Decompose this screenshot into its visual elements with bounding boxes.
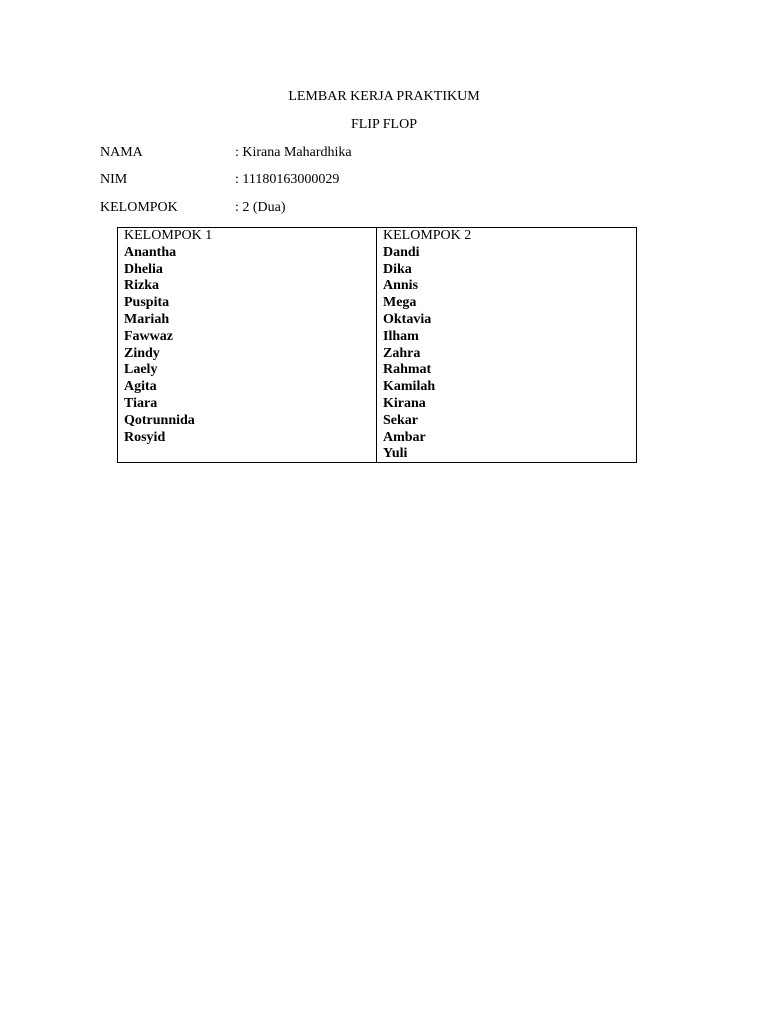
nim-label: NIM bbox=[100, 172, 128, 187]
member-name: Fawwaz bbox=[124, 328, 173, 344]
nama-value: : Kirana Mahardhika bbox=[235, 145, 352, 160]
kelompok-label: KELOMPOK bbox=[100, 200, 178, 215]
member-name: Ilham bbox=[383, 328, 419, 344]
member-name: Tiara bbox=[124, 395, 158, 411]
info-row-nim bbox=[100, 172, 600, 190]
member-name: Mariah bbox=[124, 311, 170, 327]
member-name: Zahra bbox=[383, 345, 421, 361]
member-name: Qotrunnida bbox=[124, 412, 195, 428]
member-name: Dandi bbox=[383, 244, 420, 260]
nim-value: : 11180163000029 bbox=[235, 172, 340, 187]
member-name: Agita bbox=[124, 379, 157, 395]
member-name: Oktavia bbox=[383, 311, 432, 327]
group-table bbox=[117, 227, 637, 463]
member-name: Dhelia bbox=[124, 261, 163, 277]
document-subtitle: FLIP FLOP bbox=[350, 117, 417, 132]
member-name: Kirana bbox=[383, 395, 426, 411]
member-name: Zindy bbox=[124, 345, 160, 361]
group-column-2 bbox=[377, 228, 636, 462]
member-name: Yuli bbox=[383, 446, 408, 462]
member-name: Rahmat bbox=[383, 362, 432, 378]
document-title: LEMBAR KERJA PRAKTIKUM bbox=[288, 89, 480, 104]
group-column-1 bbox=[118, 228, 377, 462]
group-header-2: KELOMPOK 2 bbox=[383, 228, 472, 243]
info-row-kelompok bbox=[100, 200, 600, 218]
member-list-2 bbox=[383, 245, 636, 463]
member-name: Sekar bbox=[383, 412, 418, 428]
member-name: Ambar bbox=[383, 429, 426, 445]
member-name: Laely bbox=[124, 362, 158, 378]
member-name: Annis bbox=[383, 278, 419, 294]
member-name: Mega bbox=[383, 295, 417, 311]
member-name: Puspita bbox=[124, 295, 170, 311]
member-list-1 bbox=[124, 245, 376, 447]
member-name: Rizka bbox=[124, 278, 159, 294]
nama-label: NAMA bbox=[100, 145, 143, 160]
group-header-1: KELOMPOK 1 bbox=[124, 228, 213, 243]
member-name: Rosyid bbox=[124, 429, 166, 445]
member-name: Anantha bbox=[124, 244, 177, 260]
kelompok-value: : 2 (Dua) bbox=[235, 200, 286, 215]
info-row-nama bbox=[100, 145, 600, 163]
member-name: Dika bbox=[383, 261, 412, 277]
member-name: Kamilah bbox=[383, 379, 436, 395]
